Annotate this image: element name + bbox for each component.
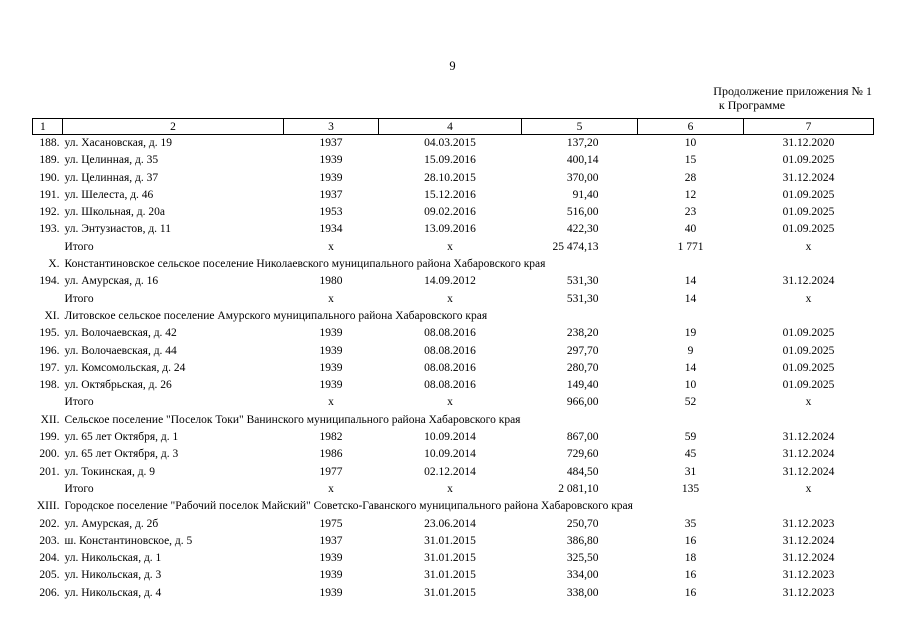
area-cell: 966,00: [566, 396, 599, 409]
area-cell: 370,00: [566, 171, 599, 184]
table-row: [33, 221, 874, 238]
area-cell: 867,00: [566, 431, 599, 444]
row-number: [33, 481, 63, 498]
column-header-row: [33, 119, 874, 135]
table-row: [33, 152, 874, 169]
area-cell: 137,20: [566, 137, 599, 149]
section-title: Сельское поселение "Поселок Токи" Ванинского муниципального района Хабаровского края: [64, 413, 521, 426]
column-header: 4: [379, 119, 522, 135]
subtotal-row: [33, 394, 874, 411]
row-number: 203.: [39, 534, 60, 547]
row-number: 194.: [39, 275, 60, 288]
row-number: 197.: [39, 361, 60, 374]
count-cell: 45: [684, 448, 697, 461]
section-number: XIII.: [36, 500, 60, 513]
count-cell: 19: [684, 327, 697, 340]
count-cell: 59: [684, 431, 697, 444]
area-cell: 250,70: [566, 517, 599, 530]
row-number: 192.: [39, 206, 60, 219]
address-cell: ул. Хасановская, д. 19: [64, 137, 173, 149]
count-cell: 40: [684, 223, 697, 236]
area-cell: 280,70: [566, 361, 599, 374]
row-number: 196.: [39, 344, 60, 357]
section-header-row: [33, 412, 874, 429]
year-cell: x: [328, 396, 334, 409]
date-cell: 08.08.2016: [424, 327, 476, 340]
year-cell: x: [328, 482, 334, 495]
deadline-cell: 01.09.2025: [782, 327, 835, 340]
row-number: 199.: [39, 431, 60, 444]
section-header-row: [33, 308, 874, 325]
date-cell: 08.08.2016: [424, 361, 476, 374]
date-cell: 31.01.2015: [424, 534, 476, 547]
year-cell: 1980: [319, 275, 343, 288]
row-number: [33, 394, 63, 411]
count-cell: 16: [684, 569, 697, 582]
deadline-cell: x: [805, 482, 812, 495]
section-header-row: [33, 498, 874, 515]
count-cell: 14: [684, 361, 697, 374]
count-cell: 15: [684, 154, 697, 167]
deadline-cell: x: [805, 292, 812, 305]
year-cell: 1939: [319, 171, 343, 184]
table-row: [33, 567, 874, 584]
area-cell: 149,40: [566, 379, 599, 392]
table-row: [33, 585, 874, 602]
row-number: [33, 239, 63, 256]
area-cell: 386,80: [566, 534, 599, 547]
address-cell: ул. Амурская, д. 16: [64, 275, 159, 288]
year-cell: 1937: [319, 188, 343, 201]
date-cell: 31.01.2015: [424, 569, 476, 582]
count-cell: 16: [684, 534, 697, 547]
year-cell: 1939: [319, 327, 343, 340]
section-title: Литовское сельское поселение Амурского муниципального района Хабаровского края: [64, 309, 488, 322]
area-cell: 484,50: [566, 465, 599, 478]
area-cell: 729,60: [566, 448, 599, 461]
column-header: 1: [33, 119, 63, 135]
year-cell: 1937: [319, 534, 343, 547]
table-row: [33, 516, 874, 533]
deadline-cell: 01.09.2025: [782, 361, 835, 374]
section-header-row: [33, 256, 874, 273]
row-number: 206.: [39, 586, 60, 599]
subtotal-row: [33, 291, 874, 308]
table-row: [33, 429, 874, 446]
address-cell: ул. Школьная, д. 20а: [64, 206, 165, 219]
appendix-subtitle: к Программе: [718, 98, 786, 112]
deadline-cell: 31.12.2023: [782, 569, 835, 582]
date-cell: x: [447, 396, 453, 409]
address-cell: ул. Никольская, д. 4: [64, 586, 162, 599]
address-cell: ш. Константиновское, д. 5: [64, 534, 193, 547]
address-cell: Итого: [64, 240, 94, 253]
year-cell: 1939: [319, 361, 343, 374]
appendix-title: Продолжение приложения № 1: [713, 84, 872, 98]
row-number: 200.: [39, 448, 60, 461]
section-title: Городское поселение "Рабочий поселок Майский" Советско-Гаванского муниципального района Хабаровского края: [64, 500, 633, 513]
count-cell: 135: [681, 482, 700, 495]
row-number: 205.: [39, 569, 60, 582]
date-cell: x: [447, 292, 453, 305]
table-row: [33, 464, 874, 481]
deadline-cell: 01.09.2025: [782, 344, 835, 357]
deadline-cell: 31.12.2024: [782, 275, 835, 288]
column-header: 7: [744, 119, 874, 135]
column-header: 6: [638, 119, 744, 135]
area-cell: 338,00: [566, 586, 599, 599]
deadline-cell: 31.12.2023: [782, 517, 835, 530]
table-row: [33, 360, 874, 377]
row-number: 189.: [39, 154, 60, 167]
area-cell: 2 081,10: [558, 482, 599, 495]
count-cell: 31: [684, 465, 697, 478]
count-cell: 1 771: [677, 240, 704, 253]
page-number: 9: [449, 59, 456, 73]
area-cell: 531,30: [566, 292, 599, 305]
count-cell: 14: [684, 275, 697, 288]
date-cell: 31.01.2015: [424, 552, 476, 565]
deadline-cell: 01.09.2025: [782, 188, 835, 201]
table-row: [33, 204, 874, 221]
address-cell: ул. Волочаевская, д. 42: [64, 327, 177, 340]
table-row: [33, 343, 874, 360]
deadline-cell: 31.12.2023: [782, 586, 835, 599]
table-row: [33, 377, 874, 394]
deadline-cell: 31.12.2024: [782, 465, 835, 478]
table-row: [33, 273, 874, 290]
count-cell: 9: [687, 344, 694, 357]
date-cell: 10.09.2014: [424, 448, 476, 461]
section-title: Константиновское сельское поселение Николаевского муниципального района Хабаровского края: [64, 258, 546, 271]
subtotal-row: [33, 481, 874, 498]
year-cell: 1939: [319, 552, 343, 565]
table-row: [33, 550, 874, 567]
address-cell: ул. 65 лет Октября, д. 1: [64, 431, 179, 444]
date-cell: 23.06.2014: [424, 517, 476, 530]
address-cell: ул. 65 лет Октября, д. 3: [64, 448, 179, 461]
date-cell: 04.03.2015: [424, 137, 476, 149]
date-cell: 31.01.2015: [424, 586, 476, 599]
count-cell: 52: [684, 396, 697, 409]
address-cell: ул. Комсомольская, д. 24: [64, 361, 186, 374]
area-cell: 400,14: [566, 154, 599, 167]
deadline-cell: 31.12.2024: [782, 171, 835, 184]
table-body: [33, 135, 874, 603]
deadline-cell: 31.12.2024: [782, 534, 835, 547]
deadline-cell: 31.12.2024: [782, 552, 835, 565]
area-cell: 325,50: [566, 552, 599, 565]
year-cell: x: [328, 240, 334, 253]
year-cell: 1986: [319, 448, 343, 461]
row-number: [33, 291, 63, 308]
count-cell: 35: [684, 517, 697, 530]
row-number: 198.: [39, 379, 60, 392]
year-cell: x: [328, 292, 334, 305]
table-row: [33, 170, 874, 187]
area-cell: 334,00: [566, 569, 599, 582]
year-cell: 1982: [319, 431, 343, 444]
area-cell: 91,40: [572, 188, 599, 201]
date-cell: x: [447, 482, 453, 495]
date-cell: 02.12.2014: [424, 465, 476, 478]
area-cell: 25 474,13: [552, 240, 599, 253]
deadline-cell: 01.09.2025: [782, 223, 835, 236]
address-cell: ул. Целинная, д. 37: [64, 171, 159, 184]
date-cell: 28.10.2015: [424, 171, 476, 184]
address-cell: Итого: [64, 292, 94, 305]
year-cell: 1939: [319, 344, 343, 357]
deadline-cell: 01.09.2025: [782, 379, 835, 392]
count-cell: 18: [684, 552, 697, 565]
address-cell: ул. Шелеста, д. 46: [64, 188, 154, 201]
count-cell: 10: [684, 379, 697, 392]
area-cell: 516,00: [566, 206, 599, 219]
count-cell: 10: [684, 137, 697, 149]
year-cell: 1939: [319, 586, 343, 599]
housing-table: [32, 118, 874, 602]
section-number: X.: [48, 258, 60, 271]
year-cell: 1939: [319, 569, 343, 582]
deadline-cell: 01.09.2025: [782, 206, 835, 219]
row-number: 188.: [39, 137, 60, 149]
address-cell: ул. Октябрьская, д. 26: [64, 379, 172, 392]
date-cell: 15.12.2016: [424, 188, 476, 201]
deadline-cell: 31.12.2024: [782, 431, 835, 444]
date-cell: x: [447, 240, 453, 253]
table-row: [33, 533, 874, 550]
date-cell: 08.08.2016: [424, 344, 476, 357]
count-cell: 28: [684, 171, 697, 184]
appendix-note: [632, 84, 872, 112]
table-row: [33, 135, 874, 153]
count-cell: 16: [684, 586, 697, 599]
row-number: 202.: [39, 517, 60, 530]
area-cell: 531,30: [566, 275, 599, 288]
deadline-cell: x: [805, 240, 812, 253]
subtotal-row: [33, 239, 874, 256]
table-row: [33, 325, 874, 342]
address-cell: ул. Никольская, д. 1: [64, 552, 162, 565]
section-number: XI.: [44, 309, 60, 322]
address-cell: ул. Амурская, д. 2б: [64, 517, 159, 530]
count-cell: 14: [684, 292, 697, 305]
year-cell: 1934: [319, 223, 343, 236]
row-number: 195.: [39, 327, 60, 340]
address-cell: ул. Токинская, д. 9: [64, 465, 156, 478]
year-cell: 1977: [319, 465, 343, 478]
address-cell: ул. Волочаевская, д. 44: [64, 344, 177, 357]
table-row: [33, 446, 874, 463]
year-cell: 1937: [319, 137, 343, 149]
date-cell: 08.08.2016: [424, 379, 476, 392]
row-number: 201.: [39, 465, 60, 478]
year-cell: 1975: [319, 517, 343, 530]
area-cell: 238,20: [566, 327, 599, 340]
date-cell: 15.09.2016: [424, 154, 476, 167]
column-header: 2: [63, 119, 284, 135]
count-cell: 12: [684, 188, 697, 201]
row-number: 204.: [39, 552, 60, 565]
section-number: XII.: [40, 413, 60, 426]
deadline-cell: x: [805, 396, 812, 409]
address-cell: ул. Целинная, д. 35: [64, 154, 159, 167]
address-cell: Итого: [64, 396, 94, 409]
year-cell: 1939: [319, 379, 343, 392]
deadline-cell: 31.12.2020: [782, 137, 835, 149]
address-cell: ул. Никольская, д. 3: [64, 569, 162, 582]
deadline-cell: 01.09.2025: [782, 154, 835, 167]
date-cell: 09.02.2016: [424, 206, 476, 219]
year-cell: 1939: [319, 154, 343, 167]
table-row: [33, 187, 874, 204]
year-cell: 1953: [319, 206, 343, 219]
count-cell: 23: [684, 206, 697, 219]
area-cell: 297,70: [566, 344, 599, 357]
date-cell: 10.09.2014: [424, 431, 476, 444]
date-cell: 13.09.2016: [424, 223, 476, 236]
row-number: 191.: [39, 188, 60, 201]
column-header: 3: [284, 119, 379, 135]
row-number: 193.: [39, 223, 60, 236]
area-cell: 422,30: [566, 223, 599, 236]
address-cell: Итого: [64, 482, 94, 495]
deadline-cell: 31.12.2024: [782, 448, 835, 461]
row-number: 190.: [39, 171, 60, 184]
column-header: 5: [522, 119, 638, 135]
date-cell: 14.09.2012: [424, 275, 476, 288]
address-cell: ул. Энтузиастов, д. 11: [64, 223, 171, 236]
